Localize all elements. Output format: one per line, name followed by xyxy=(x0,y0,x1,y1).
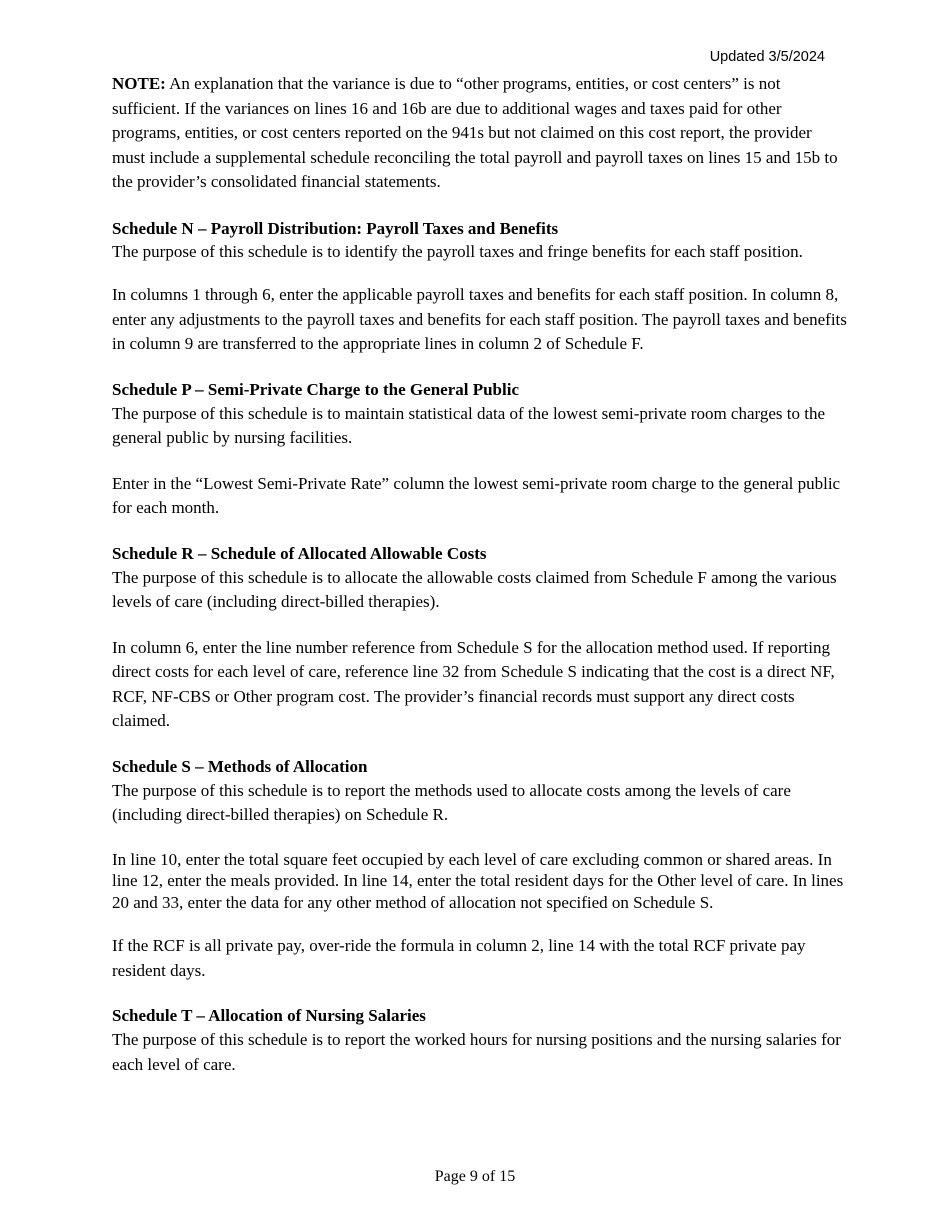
schedule-n-instructions: In columns 1 through 6, enter the applicable payroll taxes and benefits for each staff position. In column 8, enter any adjustments to the payroll taxes and benefits for each staff position. The payroll taxes and benefits in column 9 are transferred to the appropriate lines in column 2 of Schedule F. xyxy=(112,285,847,353)
document-body xyxy=(112,72,847,1098)
schedule-s-instructions: In line 10, enter the total square feet occupied by each level of care excluding common or shared areas. In line 12, enter the meals provided. In line 14, enter the total resident days for the Other level of care. In lines 20 and 33, enter the data for any other method of allocation not specified on Schedule S. xyxy=(112,849,844,912)
schedule-r-purpose: The purpose of this schedule is to allocate the allowable costs claimed from Schedule F among the various levels of care (including direct-billed therapies). xyxy=(112,567,837,611)
schedule-t-heading: Schedule T – Allocation of Nursing Salaries xyxy=(112,1006,426,1025)
note-label: NOTE: xyxy=(112,74,166,93)
updated-date: Updated 3/5/2024 xyxy=(709,49,825,65)
schedule-r-heading: Schedule R – Schedule of Allocated Allowable Costs xyxy=(112,543,487,563)
schedule-r-section xyxy=(112,542,847,734)
schedule-n-section xyxy=(112,217,847,357)
schedule-s-rcf-note: If the RCF is all private pay, over-ride the formula in column 2, line 14 with the total RCF private pay resident days. xyxy=(112,936,806,980)
schedule-s-section xyxy=(112,755,847,984)
schedule-s-heading: Schedule S – Methods of Allocation xyxy=(112,756,368,776)
schedule-n-purpose: The purpose of this schedule is to identify the payroll taxes and fringe benefits for each staff position. xyxy=(112,241,803,261)
schedule-n-heading: Schedule N – Payroll Distribution: Payroll Taxes and Benefits xyxy=(112,218,559,238)
schedule-t-purpose: The purpose of this schedule is to report the worked hours for nursing positions and the nursing salaries for each level of care. xyxy=(112,1030,841,1074)
schedule-p-section xyxy=(112,378,847,521)
schedule-s-purpose: The purpose of this schedule is to report the methods used to allocate costs among the levels of care (including direct-billed therapies) on Schedule R. xyxy=(112,780,791,824)
schedule-p-purpose: The purpose of this schedule is to maintain statistical data of the lowest semi-private room charges to the general public by nursing facilities. xyxy=(112,403,826,447)
schedule-p-heading: Schedule P – Semi-Private Charge to the General Public xyxy=(112,379,519,399)
schedule-p-instructions: Enter in the “Lowest Semi-Private Rate” column the lowest semi-private room charge to the general public for each month. xyxy=(112,473,841,517)
schedule-r-instructions: In column 6, enter the line number reference from Schedule S for the allocation method used. If reporting direct costs for each level of care, reference line 32 from Schedule S indicating that the cost is a direct NF, RCF, NF-CBS or Other program cost. The provider’s financial records must support any direct costs claimed. xyxy=(112,637,835,730)
schedule-t-section xyxy=(112,1004,847,1077)
page-number: Page 9 of 15 xyxy=(434,1168,516,1185)
note-paragraph xyxy=(112,72,847,195)
note-text: An explanation that the variance is due to “other programs, entities, or cost centers” is not sufficient. If the variances on lines 16 and 16b are due to additional wages and taxes paid for other programs, entities, or cost centers reported on the 941s but not claimed on this cost report, the provider must include a supplemental schedule reconciling the total payroll and payroll taxes on lines 15 and 15b to the provider’s consolidated financial statements. xyxy=(112,74,838,191)
